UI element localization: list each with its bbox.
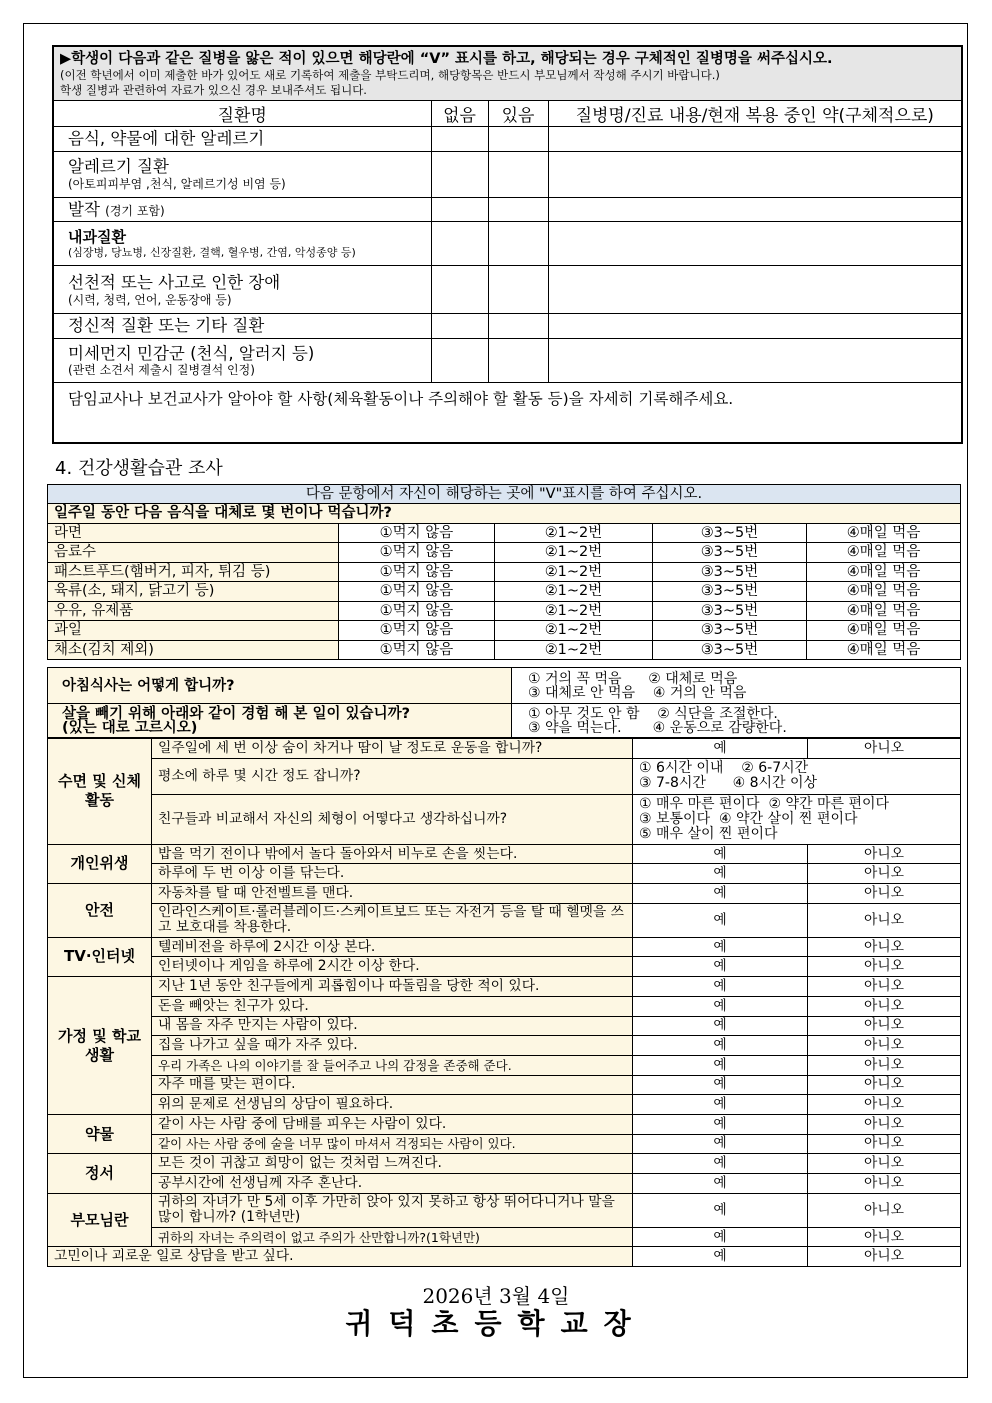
question-internet: 인터넷이나 게임을 하루에 2시간 이상 한다. [152,957,633,977]
option-3-5[interactable]: ③3~5번 [653,543,807,563]
option-3-5[interactable]: ③3~5번 [653,601,807,621]
question-exercise: 일주일에 세 번 이상 숨이 차거나 땀이 날 정도로 운동을 합니까? [152,739,633,759]
no-option[interactable]: 아니오 [808,1154,961,1174]
yes-option[interactable]: 예 [633,1055,808,1075]
document-date: 2026년 3월 4일 [422,1284,570,1308]
instruction-note-2: 학생 질병과 관련하여 자료가 있으신 경우 보내주셔도 됩니다. [60,82,367,97]
option-daily[interactable]: ④매일 먹음 [807,543,961,563]
disease-row-label: 내과질환 (심장병, 당뇨병, 신장질환, 결핵, 혈우병, 간염, 악성종양 등) [53,222,431,266]
option-daily[interactable]: ④매일 먹음 [807,562,961,582]
disease-row-label: 음식, 약물에 대한 알레르기 [53,126,431,151]
category-family-school: 가정 및 학교생활 [48,977,152,1115]
body-type-options[interactable]: ① 매우 마른 편이다 ② 약간 마른 편이다 ③ 보통이다 ④ 약간 살이 찐 편이다 ⑤ 매우 살이 찐 편이다 [633,794,961,844]
yes-option[interactable]: 예 [633,937,808,957]
option-never[interactable]: ①먹지 않음 [339,523,495,543]
food-label: 우유, 유제품 [48,601,339,621]
none-checkbox[interactable] [431,314,488,339]
question-hopeless: 모든 것이 귀찮고 희망이 없는 것처럼 느껴진다. [152,1154,633,1174]
no-option[interactable]: 아니오 [808,996,961,1016]
weightloss-question: 살을 빼기 위해 아래와 같이 경험 해 본 일이 있습니까? (있는 대로 고르시오) [48,704,512,738]
instruction-text: ▶학생이 다음과 같은 질병을 앓은 적이 있으면 해당란에 “V” 표시를 하고, 해당되는 경우 구체적인 질병명을 써주십시오. [60,51,833,67]
question-bullying: 지난 1년 동안 친구들에게 괴롭힘이나 따돌림을 당한 적이 있다. [152,977,633,997]
option-3-5[interactable]: ③3~5번 [653,640,807,660]
yes-option[interactable]: 예 [633,1174,808,1194]
yes-option[interactable]: 예 [633,739,808,759]
yes-option[interactable]: 예 [633,884,808,904]
teacher-note-field[interactable]: 담임교사나 보건교사가 알아야 할 사항(체육활동이나 주의해야 할 활동 등)을 자세히 기록해주세요. [53,383,962,444]
no-option[interactable]: 아니오 [808,1095,961,1115]
option-daily[interactable]: ④매일 먹음 [807,640,961,660]
weightloss-options[interactable]: ① 아무 것도 안 함 ② 식단을 조절한다. ③ 약을 먹는다. ④ 운동으로 감량한다. [512,704,961,738]
no-option[interactable]: 아니오 [808,957,961,977]
no-option[interactable]: 아니오 [808,1036,961,1056]
disease-history-table [52,45,963,444]
disease-row-label: 알레르기 질환 (아토피피부염 ,천식, 알레르기성 비염 등) [53,151,431,197]
diet-frequency-table [47,484,961,660]
yes-checkbox[interactable] [488,339,548,383]
none-checkbox[interactable] [431,197,488,222]
yes-option[interactable]: 예 [633,1247,808,1267]
no-option[interactable]: 아니오 [808,1174,961,1194]
option-1-2[interactable]: ②1~2번 [495,523,653,543]
details-field[interactable] [548,314,962,339]
option-never[interactable]: ①먹지 않음 [339,562,495,582]
yes-checkbox[interactable] [488,222,548,266]
category-safety: 안전 [48,884,152,938]
yes-option[interactable]: 예 [633,1095,808,1115]
option-1-2[interactable]: ②1~2번 [495,582,653,602]
question-tv: 텔레비전을 하루에 2시간 이상 본다. [152,937,633,957]
no-option[interactable]: 아니오 [808,903,961,937]
yes-option[interactable]: 예 [633,957,808,977]
no-option[interactable]: 아니오 [808,1193,961,1227]
breakfast-question: 아침식사는 어떻게 합니까? [48,668,512,704]
disease-row-label: 정신적 질환 또는 기타 질환 [53,314,431,339]
breakfast-options[interactable]: ① 거의 꼭 먹음 ② 대체로 먹음 ③ 대체로 안 먹음 ④ 거의 안 먹음 [512,668,961,704]
category-drug: 약물 [48,1114,152,1153]
none-checkbox[interactable] [431,222,488,266]
option-daily[interactable]: ④매일 먹음 [807,582,961,602]
no-option[interactable]: 아니오 [808,739,961,759]
yes-checkbox[interactable] [488,197,548,222]
yes-option[interactable]: 예 [633,864,808,884]
no-option[interactable]: 아니오 [808,1227,961,1247]
diet-question: 일주일 동안 다음 음식을 대체로 몇 번이나 먹습니까? [48,504,961,524]
school-principal: 귀덕초등학교장 [345,1307,647,1340]
details-field[interactable] [548,126,962,151]
option-3-5[interactable]: ③3~5번 [653,621,807,641]
option-1-2[interactable]: ②1~2번 [495,562,653,582]
question-drinking: 같이 사는 사람 중에 술을 너무 많이 마셔서 걱정되는 사람이 있다. [152,1134,633,1154]
option-3-5[interactable]: ③3~5번 [653,582,807,602]
header-yes: 있음 [488,100,548,126]
disease-row-label: 미세먼지 민감군 (천식, 알러지 등) (관련 소견서 제출시 질병결석 인정) [53,339,431,383]
option-never[interactable]: ①먹지 않음 [339,543,495,563]
option-never[interactable]: ①먹지 않음 [339,640,495,660]
none-checkbox[interactable] [431,126,488,151]
food-label: 채소(김치 제외) [48,640,339,660]
no-option[interactable]: 아니오 [808,1247,961,1267]
none-checkbox[interactable] [431,339,488,383]
yes-checkbox[interactable] [488,314,548,339]
option-daily[interactable]: ④매일 먹음 [807,621,961,641]
instruction-box [53,46,962,100]
yes-option[interactable]: 예 [633,1154,808,1174]
food-label: 육류(소, 돼지, 닭고기 등) [48,582,339,602]
yes-option[interactable]: 예 [633,1016,808,1036]
no-option[interactable]: 아니오 [808,1055,961,1075]
yes-option[interactable]: 예 [633,1134,808,1154]
yes-option[interactable]: 예 [633,1227,808,1247]
no-option[interactable]: 아니오 [808,1114,961,1134]
details-field[interactable] [548,222,962,266]
details-field[interactable] [548,339,962,383]
details-field[interactable] [548,151,962,197]
yes-option[interactable]: 예 [633,977,808,997]
header-details: 질병명/진료 내용/현재 복용 중인 약(구체적으로) [548,100,962,126]
breakfast-weight-table [47,667,961,738]
question-counseling-wish: 고민이나 괴로운 일로 상담을 받고 싶다. [48,1247,633,1267]
yes-checkbox[interactable] [488,126,548,151]
option-never[interactable]: ①먹지 않음 [339,601,495,621]
sleep-hours-options[interactable]: ① 6시간 이내 ② 6-7시간 ③ 7-8시간 ④ 8시간 이상 [633,758,961,794]
question-runaway: 집을 나가고 싶을 때가 자주 있다. [152,1036,633,1056]
question-body-type: 친구들과 비교해서 자신의 체형이 어떻다고 생각하십니까? [152,794,633,844]
no-option[interactable]: 아니오 [808,884,961,904]
option-never[interactable]: ①먹지 않음 [339,621,495,641]
category-parent: 부모님란 [48,1193,152,1247]
instruction-note: (이전 학년에서 이미 제출한 바가 있어도 새로 기록하여 제출을 부탁드리며, 해당항목은 반드시 부모님께서 작성해 주시기 바랍니다.) [60,68,720,83]
question-touching: 내 몸을 자주 만지는 사람이 있다. [152,1016,633,1036]
section-title: 4. 건강생활습관 조사 [55,458,223,479]
no-option[interactable]: 아니오 [808,977,961,997]
category-tv-internet: TV·인터넷 [48,937,152,976]
question-family-respect: 우리 가족은 나의 이야기를 잘 들어주고 나의 감정을 존중해 준다. [152,1055,633,1075]
question-seatbelt: 자동차를 탈 때 안전벨트를 맨다. [152,884,633,904]
option-1-2[interactable]: ②1~2번 [495,543,653,563]
details-field[interactable] [548,197,962,222]
category-hygiene: 개인위생 [48,844,152,883]
question-extortion: 돈을 빼앗는 친구가 있다. [152,996,633,1016]
yes-option[interactable]: 예 [633,1193,808,1227]
category-emotion: 정서 [48,1154,152,1193]
header-none: 없음 [431,100,488,126]
option-daily[interactable]: ④매일 먹음 [807,523,961,543]
yes-option[interactable]: 예 [633,1036,808,1056]
yes-option[interactable]: 예 [633,844,808,864]
yes-option[interactable]: 예 [633,1075,808,1095]
no-option[interactable]: 아니오 [808,1016,961,1036]
question-sleep-hours: 평소에 하루 몇 시간 정도 잡니까? [152,758,633,794]
disease-row-label: 발작 (경기 포함) [53,197,431,222]
option-1-2[interactable]: ②1~2번 [495,601,653,621]
yes-checkbox[interactable] [488,266,548,314]
yes-option[interactable]: 예 [633,1114,808,1134]
option-1-2[interactable]: ②1~2번 [495,621,653,641]
option-never[interactable]: ①먹지 않음 [339,582,495,602]
option-3-5[interactable]: ③3~5번 [653,562,807,582]
question-counseling: 위의 문제로 선생님의 상담이 필요하다. [152,1095,633,1115]
question-brush-teeth: 하루에 두 번 이상 이를 닦는다. [152,864,633,884]
lifestyle-habits-table [47,738,961,1267]
question-smoking: 같이 사는 사람 중에 담배를 피우는 사람이 있다. [152,1114,633,1134]
no-option[interactable]: 아니오 [808,937,961,957]
category-sleep: 수면 및 신체활동 [48,739,152,845]
option-3-5[interactable]: ③3~5번 [653,523,807,543]
food-label: 라면 [48,523,339,543]
question-helmet: 인라인스케이트·롤러블레이드·스케이트보드 또는 자전거 등을 탈 때 헬멧을 쓰고 보호대를 착용한다. [152,903,633,937]
diet-header: 다음 문항에서 자신이 해당하는 곳에 "V"표시를 하여 주십시오. [48,485,961,504]
none-checkbox[interactable] [431,266,488,314]
header-disease-name: 질환명 [53,100,431,126]
option-1-2[interactable]: ②1~2번 [495,640,653,660]
food-label: 패스트푸드(햄버거, 피자, 튀김 등) [48,562,339,582]
none-checkbox[interactable] [431,151,488,197]
no-option[interactable]: 아니오 [808,844,961,864]
yes-checkbox[interactable] [488,151,548,197]
question-scolded: 공부시간에 선생님께 자주 혼난다. [152,1174,633,1194]
food-label: 과일 [48,621,339,641]
question-hyperactive: 귀하의 자녀가 만 5세 이후 가만히 앉아 있지 못하고 항상 뛰어다니거나 말을 많이 합니까? (1학년만) [152,1193,633,1227]
yes-option[interactable]: 예 [633,903,808,937]
question-inattentive: 귀하의 자녀는 주의력이 없고 주의가 산만합니까?(1학년만) [152,1227,633,1247]
details-field[interactable] [548,266,962,314]
no-option[interactable]: 아니오 [808,1075,961,1095]
option-daily[interactable]: ④매일 먹음 [807,601,961,621]
no-option[interactable]: 아니오 [808,864,961,884]
yes-option[interactable]: 예 [633,996,808,1016]
question-handwash: 밥을 먹기 전이나 밖에서 놀다 돌아와서 비누로 손을 씻는다. [152,844,633,864]
food-label: 음료수 [48,543,339,563]
question-beaten: 자주 매를 맞는 편이다. [152,1075,633,1095]
disease-row-label: 선천적 또는 사고로 인한 장애 (시력, 청력, 언어, 운동장애 등) [53,266,431,314]
no-option[interactable]: 아니오 [808,1134,961,1154]
